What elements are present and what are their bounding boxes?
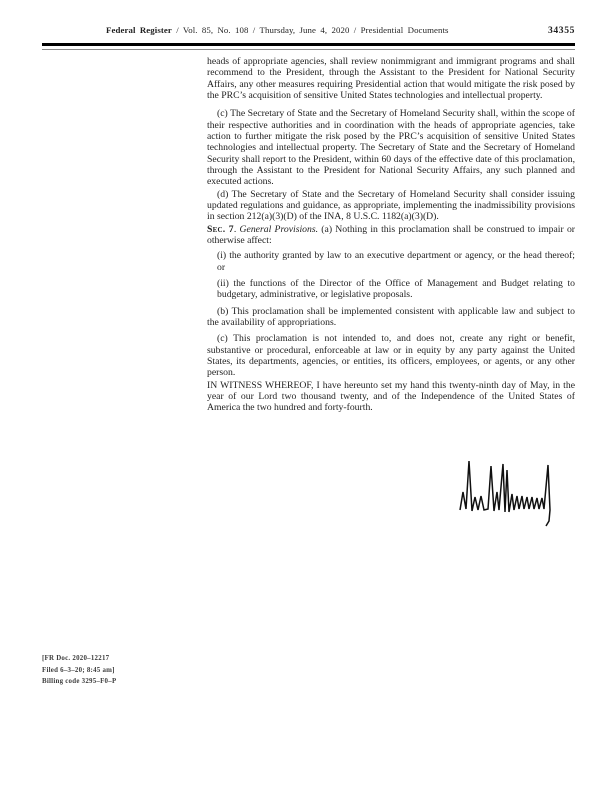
- sec7-separator: .: [233, 223, 240, 235]
- sec7-label: Sec. 7: [207, 223, 234, 235]
- paragraph-d-regulations: (d) The Secretary of State and the Secretary of Homeland Security shall consider issuing updated regulations and guidance, as appropriate, implementing the inadmissibility provisions in section 212(a)(3)(D) of the INA, 8 U.S.C. 1182(a)(3)(D).: [207, 188, 575, 223]
- header-rule-thick: [42, 43, 575, 46]
- filed-date: Filed 6–3–20; 8:45 am]: [42, 666, 115, 674]
- proclamation-body: [207, 56, 575, 420]
- running-head: [42, 25, 575, 36]
- header-rule-thin: [42, 49, 575, 51]
- page-number: 34355: [548, 25, 575, 36]
- paragraph-c-no-rights: (c) This proclamation is not intended to, and does not, create any right or benefit, substantive or procedural, enforceable at law or in equity by any party against the United States, its departments, agencies, or entities, its officers, employees, or agents, or any other person.: [207, 333, 575, 379]
- fr-doc-number: [FR Doc. 2020–12217: [42, 655, 110, 662]
- running-head-title: [42, 25, 449, 35]
- presidential-signature: [453, 452, 571, 534]
- billing-code: Billing code 3295–F0–P: [42, 678, 117, 686]
- subitem-ii: (ii) the functions of the Director of the Office of Management and Budget relating to budgetary, administrative, or legislative proposals.: [217, 277, 575, 301]
- subitem-i: (i) the authority granted by law to an executive department or agency, or the head thereof; or: [217, 250, 575, 273]
- paragraph-sec7: [207, 224, 575, 247]
- sec7-title: General Provisions.: [239, 223, 319, 235]
- paragraph-b-implementation: (b) This proclamation shall be implemented consistent with applicable law and subject to the availability of appropriations.: [207, 305, 575, 328]
- issue-info: / Vol. 85, No. 108 / Thursday, June 4, 2020 / Presidential Documents: [176, 25, 449, 35]
- paragraph-c-secretaries: (c) The Secretary of State and the Secretary of Homeland Security shall, within the scope of their respective authorities and in coordination with the heads of appropriate agencies, take action to further mitigate the risk posed by the PRC’s acquisition of sensitive United States technologies and intellectual property. The Secretary of State and the Secretary of Homeland Security shall report to the President, within 60 days of the effective date of this proclamation, through the Assistant to the President for National Security Affairs, any such planned and executed actions.: [207, 108, 575, 188]
- paragraph-continuation: heads of appropriate agencies, shall review nonimmigrant and immigrant programs and shall recommend to the President, through the Assistant to the President for National Security Affairs, any other measures requiring Presidential action that would mitigate the risk posed by the PRC’s acquisition of sensitive United States technologies and intellectual property.: [207, 56, 575, 101]
- journal-name: Federal Register: [106, 25, 172, 35]
- signature-scrawl-icon: [453, 452, 571, 534]
- sec7-text: (a) Nothing in this proclamation shall be construed to impair or otherwise affect:: [207, 223, 576, 246]
- fr-doc-footer: [42, 653, 116, 688]
- paragraph-in-witness: IN WITNESS WHEREOF, I have hereunto set my hand this twenty-ninth day of May, in the year of our Lord two thousand twenty, and of the Independence of the United States of America the two hundred and forty-fourth.: [207, 379, 575, 414]
